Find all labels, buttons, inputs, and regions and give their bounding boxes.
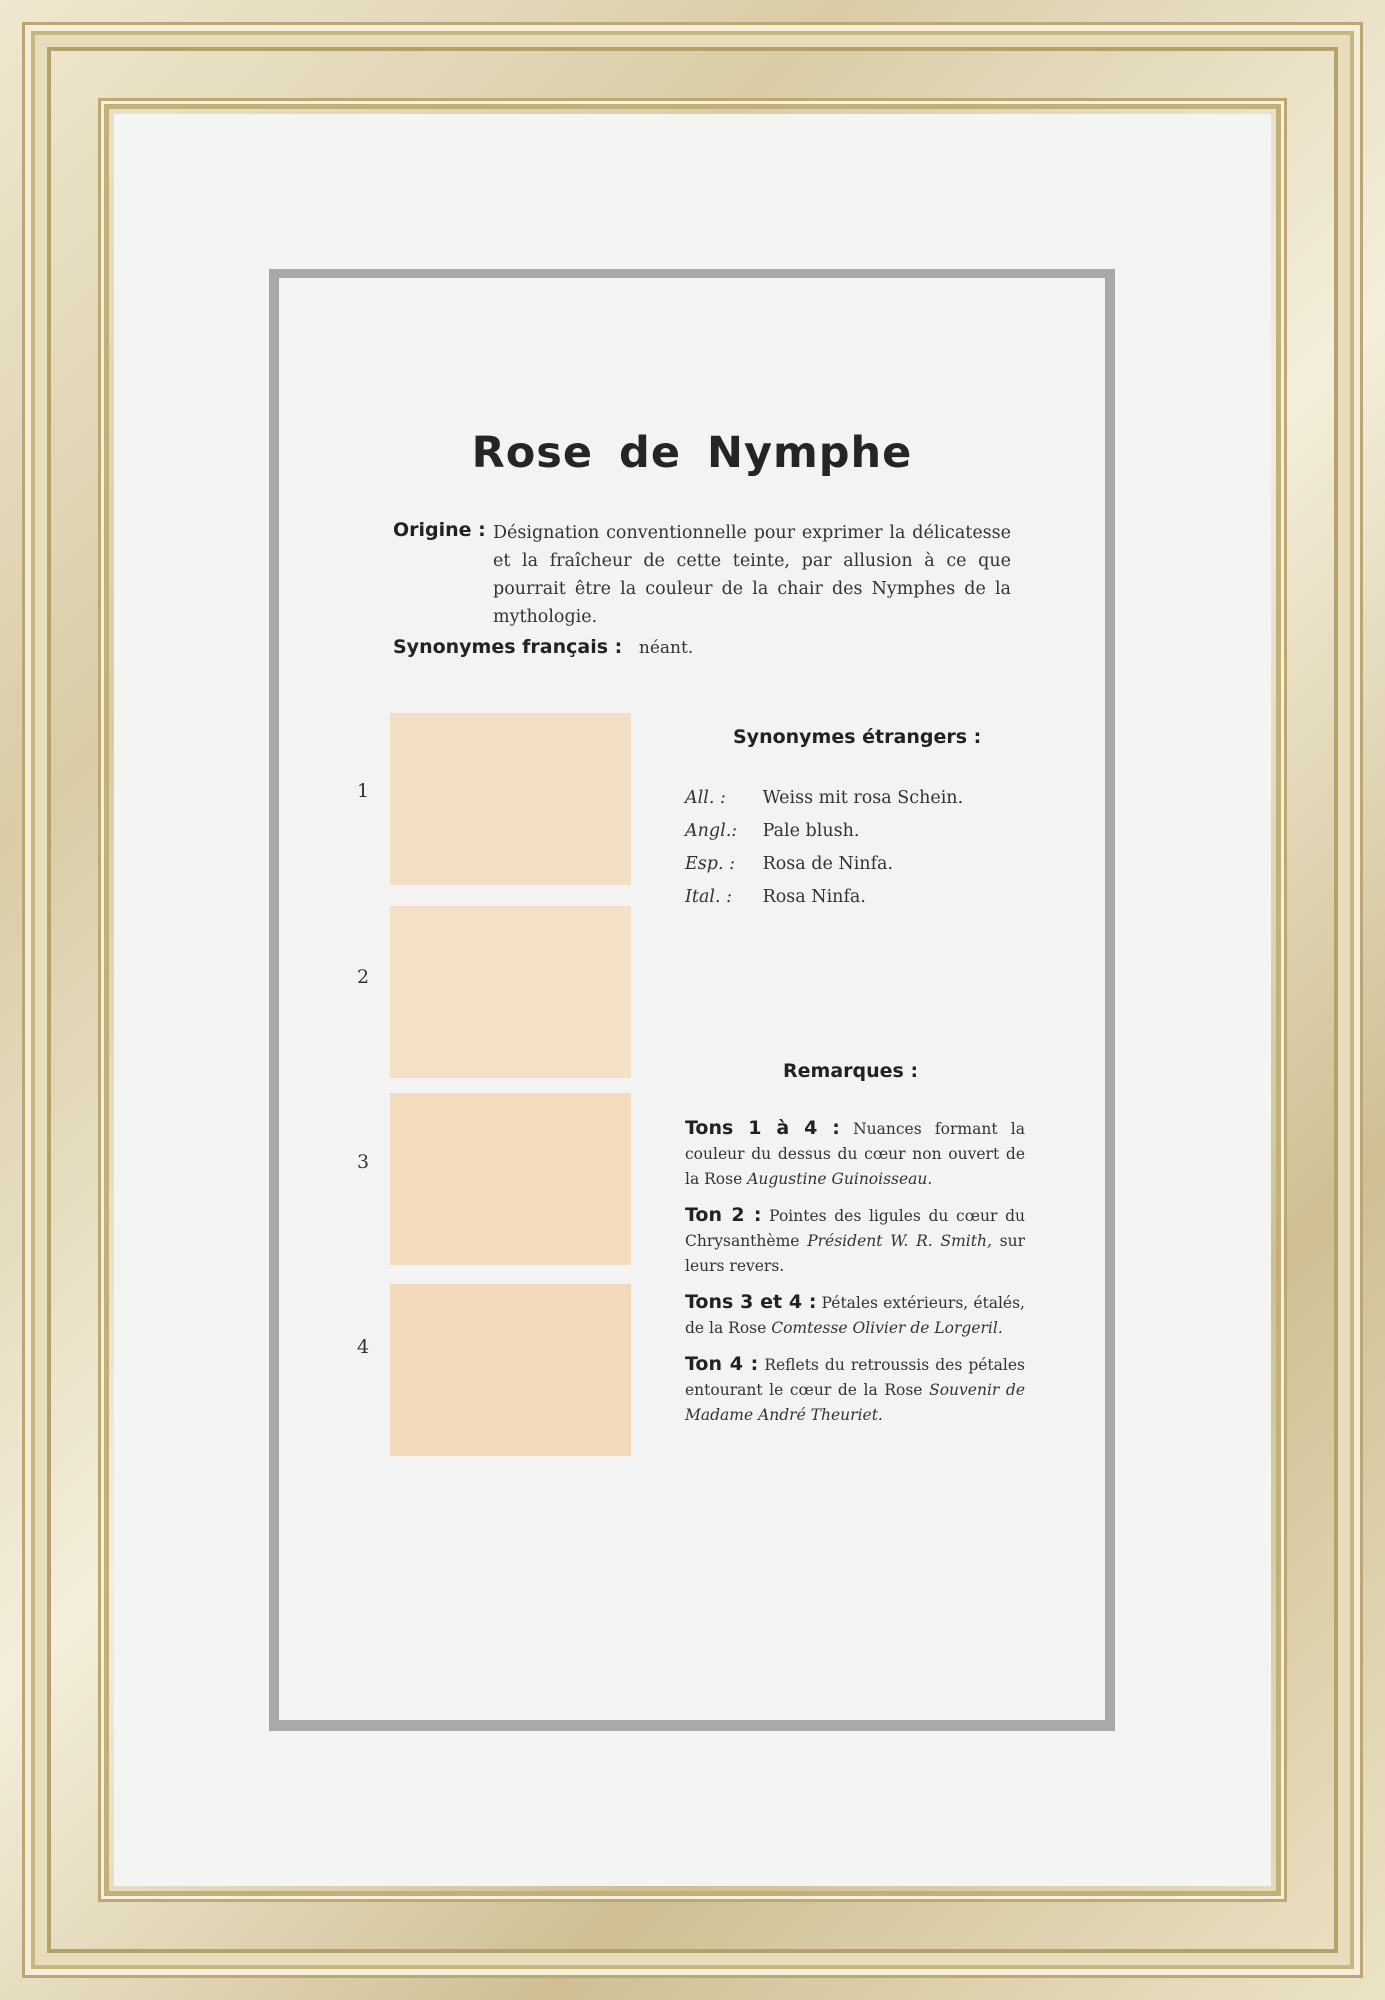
language-abbr: Ital. :	[685, 887, 732, 907]
remark-text: Pointes des ligules du cœur du Chrysanthème	[685, 1207, 1025, 1250]
remark-item	[685, 1352, 1025, 1428]
remark-label: Tons 3 et 4 :	[685, 1291, 817, 1313]
list-item	[685, 854, 1085, 887]
synonym-value: Pale blush.	[762, 821, 860, 841]
remarques-title: Remarques :	[783, 1060, 919, 1082]
list-item	[685, 788, 1085, 821]
remark-text: Nuances formant la couleur du dessus du cœur non ouvert de la Rose	[685, 1120, 1025, 1188]
swatch-number: 1	[357, 780, 370, 802]
swatch-number: 2	[357, 966, 370, 988]
synonym-value: Rosa Ninfa.	[762, 887, 866, 907]
remark-label: Tons 1 à 4 :	[685, 1117, 840, 1139]
remark-text: Pétales extérieurs, étalés, de la Rose	[685, 1294, 1025, 1337]
remark-italic: Président W. R. Smith,	[807, 1232, 992, 1250]
synonymes-etrangers-title: Synonymes étrangers :	[733, 726, 982, 748]
remark-label: Ton 4 :	[685, 1353, 759, 1375]
synonymes-francais	[393, 636, 693, 658]
remark-tail: sur leurs revers.	[685, 1232, 1025, 1275]
synonymes-francais-value: néant.	[638, 638, 694, 658]
remark-italic: Augustine Guinoisseau.	[747, 1170, 933, 1188]
remark-label: Ton 2 :	[685, 1204, 762, 1226]
synonym-value: Weiss mit rosa Schein.	[762, 788, 964, 808]
synonymes-francais-label: Synonymes français :	[393, 636, 623, 658]
plate-title: Rose de Nymphe	[471, 428, 913, 478]
color-swatch	[390, 1284, 631, 1456]
language-abbr: All. :	[685, 788, 726, 808]
color-swatch	[390, 1093, 631, 1265]
list-item	[685, 821, 1085, 854]
language-abbr: Angl.:	[685, 821, 738, 841]
color-swatch	[390, 713, 631, 885]
origine-text: Désignation conventionnelle pour exprimer la délicatesse et la fraîcheur de cette teinte, par allusion à ce que pourrait être la couleur de la chair des Nymphes de la mythologie.	[493, 523, 1011, 627]
remark-item	[685, 1203, 1025, 1279]
synonym-value: Rosa de Ninfa.	[762, 854, 894, 874]
swatch-number: 3	[357, 1151, 370, 1173]
origine-label: Origine :	[393, 519, 486, 541]
remark-italic: Comtesse Olivier de Lorgeril.	[771, 1319, 1003, 1337]
list-item	[685, 887, 1085, 920]
color-plate	[279, 278, 1105, 1720]
swatch-number: 4	[357, 1336, 370, 1358]
remark-text: Reflets du retroussis des pétales entourant le cœur de la Rose	[685, 1356, 1025, 1399]
synonymes-etrangers-list	[685, 788, 1085, 920]
remark-item	[685, 1116, 1025, 1192]
language-abbr: Esp. :	[685, 854, 735, 874]
remark-italic: Souvenir de Madame André Theuriet.	[685, 1381, 1025, 1424]
remark-item	[685, 1290, 1025, 1341]
color-swatch	[390, 906, 631, 1078]
